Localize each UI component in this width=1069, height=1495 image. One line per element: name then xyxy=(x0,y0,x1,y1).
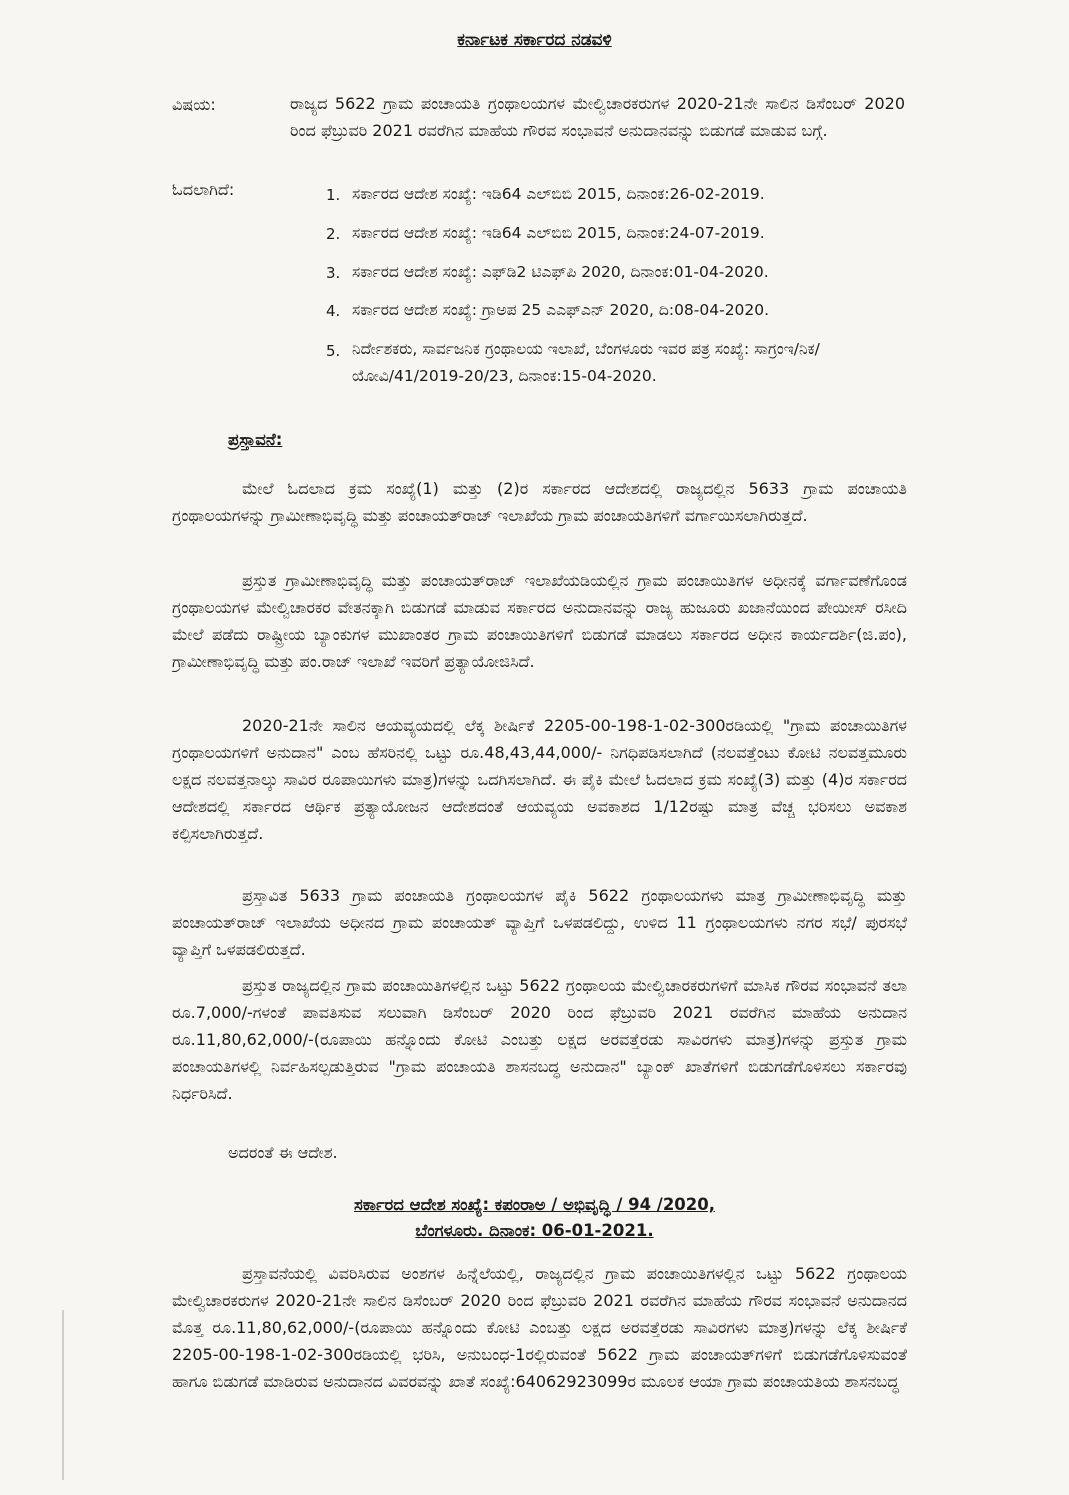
reference-item: ನಿರ್ದೇಶಕರು, ಸಾರ್ವಜನಿಕ ಗ್ರಂಥಾಲಯ ಇಲಾಖೆ, ಬೆಂಗಳೂರು ಇವರ ಪತ್ರ ಸಂಖ್ಯೆ: ಸಾಗ್ರಂಇ/ನಿಕ/ಯೋವಿ/41/2019-20/23, ದಿನಾಂಕ:15-04-2020. xyxy=(352,340,820,385)
scan-edge-mark xyxy=(62,1310,64,1480)
reference-item: ಸರ್ಕಾರದ ಆದೇಶ ಸಂಖ್ಯೆ: ಎಫ್‌ಡಿ2 ಟಿಎಫ್‌ಪಿ 2020, ದಿನಾಂಕ:01-04-2020. xyxy=(352,263,769,281)
reference-number: 1. xyxy=(326,186,341,204)
subject-text: ರಾಜ್ಯದ 5622 ಗ್ರಾಮ ಪಂಚಾಯತಿ ಗ್ರಂಥಾಲಯಗಳ ಮೇಲ್ವಿಚಾರಕರುಗಳ 2020-21ನೇ ಸಾಲಿನ ಡಿಸೆಂಬರ್ 2020 ರಿಂದ ಫೆಬ್ರುವರಿ 2021 ರವರೆಗಿನ ಮಾಹೆಯ ಗೌರವ ಸಂಭಾವನೆ ಅನುದಾನವನ್ನು ಬಿಡುಗಡೆ ಮಾಡುವ ಬಗ್ಗೆ. xyxy=(290,94,905,140)
reference-number: 3. xyxy=(326,264,341,282)
reference-item: ಸರ್ಕಾರದ ಆದೇಶ ಸಂಖ್ಯೆ: ಇಡಿ64 ಎಲ್‌ಬಿಬಿ 2015, ದಿನಾಂಕ:24-07-2019. xyxy=(352,224,765,242)
order-paragraph: ಪ್ರಸ್ತಾವನೆಯಲ್ಲಿ ವಿವರಿಸಿರುವ ಅಂಶಗಳ ಹಿನ್ನೆಲೆಯಲ್ಲಿ, ರಾಜ್ಯದಲ್ಲಿನ ಗ್ರಾಮ ಪಂಚಾಯಿತಿಗಳಲ್ಲಿನ ಒಟ್ಟು 5622 ಗ್ರಂಥಾಲಯ ಮೇಲ್ವಿಚಾರಕರುಗಳ 2020-21ನೇ ಸಾಲಿನ ಡಿಸೆಂಬರ್ 2020 ರಿಂದ ಫೆಬ್ರುವರಿ 2021 ರವರೆಗಿನ ಮಾಹೆಯ ಗೌರವ ಸಂಭಾವನೆ ಅನುದಾನದ ಮೊತ್ತ ರೂ.11,80,62,000/-(ರೂಪಾಯಿ ಹನ್ನೊಂದು ಕೋಟಿ ಎಂಬತ್ತು ಲಕ್ಷದ ಅರವತ್ತೆರಡು ಸಾವಿರಗಳು ಮಾತ್ರ)ಗಳನ್ನು ಲೆಕ್ಕ ಶೀರ್ಷಿಕೆ 2205-00-198-1-02-300ರಡಿಯಲ್ಲಿ ಭರಿಸಿ, ಅನುಬಂಧ-1ರಲ್ಲಿರುವಂತೆ 5622 ಗ್ರಾಮ ಪಂಚಾಯತ್‌ಗಳಿಗೆ ಬಿಡುಗಡೆಗೊಳಿಸುವಂತೆ ಹಾಗೂ ಬಿಡುಗಡೆ ಮಾಡಿರುವ ಅನುದಾನದ ವಿವರವನ್ನು ಖಾತೆ ಸಂಖ್ಯೆ:64062923099ರ ಮೂಲಕ ಆಯಾ ಗ್ರಾಮ ಪಂಚಾಯತಿಯ ಶಾಸನಬದ್ಧ xyxy=(172,1264,907,1391)
preamble-paragraph: 2020-21ನೇ ಸಾಲಿನ ಆಯವ್ಯಯದಲ್ಲಿ ಲೆಕ್ಕ ಶೀರ್ಷಿಕೆ 2205-00-198-1-02-300ರಡಿಯಲ್ಲಿ "ಗ್ರಾಮ ಪಂಚಾಯಿತಿಗಳ ಗ್ರಂಥಾಲಯಗಳಿಗೆ ಅನುದಾನ" ಎಂಬ ಹೆಸರಿನಲ್ಲಿ ಒಟ್ಟು ರೂ.48,43,44,000/- ನಿಗಧಿಪಡಿಸಲಾಗಿದೆ (ನಲವತ್ತೆಂಟು ಕೋಟಿ ನಲವತ್ತಮೂರು ಲಕ್ಷದ ನಲವತ್ತನಾಲ್ಕು ಸಾವಿರ ರೂಪಾಯಿಗಳು ಮಾತ್ರ)ಗಳನ್ನು ಒದಗಿಸಲಾಗಿದೆ. ಈ ಪೈಕಿ ಮೇಲೆ ಓದಲಾದ ಕ್ರಮ ಸಂಖ್ಯೆ(3) ಮತ್ತು (4)ರ ಸರ್ಕಾರದ ಆದೇಶದಲ್ಲಿ ಸರ್ಕಾರದ ಆರ್ಥಿಕ ಪ್ರತ್ಯಾಯೋಜನ ಆದೇಶದಂತೆ ಆಯವ್ಯಯ ಅವಕಾಶದ 1/12ರಷ್ಟು ಮಾತ್ರ ವೆಚ್ಚ ಭರಿಸಲು ಅವಕಾಶ ಕಲ್ಪಿಸಲಾಗಿರುತ್ತದೆ. xyxy=(172,716,907,843)
read-label: ಓದಲಾಗಿದೆ: xyxy=(172,180,235,199)
reference-number: 5. xyxy=(326,342,341,360)
document-title: ಕರ್ನಾಟಕ ಸರ್ಕಾರದ ನಡವಳಿ xyxy=(457,30,612,50)
order-place-date-line: ಬೆಂಗಳೂರು. ದಿನಾಂಕ: 06-01-2021. xyxy=(415,1221,654,1240)
preamble-paragraph: ಪ್ರಸ್ತುತ ಗ್ರಾಮೀಣಾಭಿವೃದ್ಧಿ ಮತ್ತು ಪಂಚಾಯತ್‌ರಾಜ್ ಇಲಾಖೆಯಡಿಯಲ್ಲಿನ ಗ್ರಾಮ ಪಂಚಾಯಿತಿಗಳ ಅಧೀನಕ್ಕೆ ವರ್ಗಾವಣೆಗೊಂಡ ಗ್ರಂಥಾಲಯಗಳ ಮೇಲ್ವಿಚಾರಕರ ವೇತನಕ್ಕಾಗಿ ಬಿಡುಗಡೆ ಮಾಡುವ ಸರ್ಕಾರದ ಅನುದಾನವನ್ನು ರಾಜ್ಯ ಹುಜೂರು ಖಜಾನೆಯಿಂದ ಪೇಯೀಸ್ ರಸೀದಿ ಮೇಲೆ ಪಡೆದು ರಾಷ್ಟ್ರೀಯ ಬ್ಯಾಂಕುಗಳ ಮುಖಾಂತರ ಗ್ರಾಮ ಪಂಚಾಯಿತಿಗಳಿಗೆ ಬಿಡುಗಡೆ ಮಾಡಲು ಸರ್ಕಾರದ ಅಧೀನ ಕಾರ್ಯದರ್ಶಿ(ಜಿ.ಪಂ), ಗ್ರಾಮೀಣಾಭಿವೃದ್ಧಿ ಮತ್ತು ಪಂ.ರಾಜ್ ಇಲಾಖೆ ಇವರಿಗೆ ಪ್ರತ್ಯಾಯೋಜಿಸಿದೆ. xyxy=(172,571,907,671)
reference-item: ಸರ್ಕಾರದ ಆದೇಶ ಸಂಖ್ಯೆ: ಇಡಿ64 ಎಲ್‌ಬಿಬಿ 2015, ದಿನಾಂಕ:26-02-2019. xyxy=(352,185,765,203)
reference-number: 2. xyxy=(326,225,341,243)
preamble-heading: ಪ್ರಸ್ತಾವನೆ: xyxy=(228,430,283,449)
order-number-line: ಸರ್ಕಾರದ ಆದೇಶ ಸಂಖ್ಯೆ: ಕಪಂರಾಅ / ಅಭಿವೃದ್ಧಿ / 94 /2020, xyxy=(353,1195,716,1214)
preamble-paragraph: ಮೇಲೆ ಓದಲಾದ ಕ್ರಮ ಸಂಖ್ಯೆ(1) ಮತ್ತು (2)ರ ಸರ್ಕಾರದ ಆದೇಶದಲ್ಲಿ ರಾಜ್ಯದಲ್ಲಿನ 5633 ಗ್ರಾಮ ಪಂಚಾಯತಿ ಗ್ರಂಥಾಲಯಗಳನ್ನು ಗ್ರಾಮೀಣಾಭಿವೃದ್ಧಿ ಮತ್ತು ಪಂಚಾಯತ್‌ರಾಜ್ ಇಲಾಖೆಯ ಗ್ರಾಮ ಪಂಚಾಯತಿಗಳಿಗೆ ವರ್ಗಾಯಿಸಲಾಗಿರುತ್ತದೆ. xyxy=(172,479,907,525)
closing-line: ಅದರಂತೆ ಈ ಆದೇಶ. xyxy=(228,1143,338,1162)
subject-label: ವಿಷಯ: xyxy=(172,95,216,114)
preamble-paragraph: ಪ್ರಸ್ತುತ ರಾಜ್ಯದಲ್ಲಿನ ಗ್ರಾಮ ಪಂಚಾಯಿತಿಗಳಲ್ಲಿನ ಒಟ್ಟು 5622 ಗ್ರಂಥಾಲಯ ಮೇಲ್ವಿಚಾರಕರುಗಳಿಗೆ ಮಾಸಿಕ ಗೌರವ ಸಂಭಾವನೆ ತಲಾ ರೂ.7,000/-ಗಳಂತೆ ಪಾವತಿಸುವ ಸಲುವಾಗಿ ಡಿಸೆಂಬರ್ 2020 ರಿಂದ ಫೆಬ್ರುವರಿ 2021 ರವರೆಗಿನ ಮಾಹೆಯ ಅನುದಾನ ರೂ.11,80,62,000/-(ರೂಪಾಯಿ ಹನ್ನೊಂದು ಕೋಟಿ ಎಂಬತ್ತು ಲಕ್ಷದ ಅರವತ್ತೆರಡು ಸಾವಿರಗಳು ಮಾತ್ರ)ಗಳನ್ನು ಪ್ರಸ್ತುತ ಗ್ರಾಮ ಪಂಚಾಯತಿಗಳಲ್ಲಿ ನಿರ್ವಹಿಸಲ್ಪಡುತ್ತಿರುವ "ಗ್ರಾಮ ಪಂಚಾಯತಿ ಶಾಸನಬದ್ಧ ಅನುದಾನ" ಬ್ಯಾಂಕ್ ಖಾತೆಗಳಿಗೆ ಬಿಡುಗಡೆಗೊಳಿಸಲು ಸರ್ಕಾರವು ನಿರ್ಧರಿಸಿದೆ. xyxy=(172,976,907,1103)
reference-item: ಸರ್ಕಾರದ ಆದೇಶ ಸಂಖ್ಯೆ: ಗ್ರಾಅಪ 25 ಎಎಫ್‌ಎನ್ 2020, ದಿ:08-04-2020. xyxy=(352,301,770,319)
preamble-paragraph: ಪ್ರಸ್ತಾವಿತ 5633 ಗ್ರಾಮ ಪಂಚಾಯತಿ ಗ್ರಂಥಾಲಯಗಳ ಪೈಕಿ 5622 ಗ್ರಂಥಾಲಯಗಳು ಮಾತ್ರ ಗ್ರಾಮೀಣಾಭಿವೃದ್ಧಿ ಮತ್ತು ಪಂಚಾಯತ್‌ರಾಜ್ ಇಲಾಖೆಯ ಅಧೀನದ ಗ್ರಾಮ ಪಂಚಾಯತ್ ವ್ಯಾಪ್ತಿಗೆ ಒಳಪಡಲಿದ್ದು, ಉಳಿದ 11 ಗ್ರಂಥಾಲಯಗಳು ನಗರ ಸಭೆ/ ಪುರಸಭೆ ವ್ಯಾಪ್ತಿಗೆ ಒಳಪಡಲಿರುತ್ತದೆ. xyxy=(172,886,907,959)
reference-number: 4. xyxy=(326,302,341,320)
